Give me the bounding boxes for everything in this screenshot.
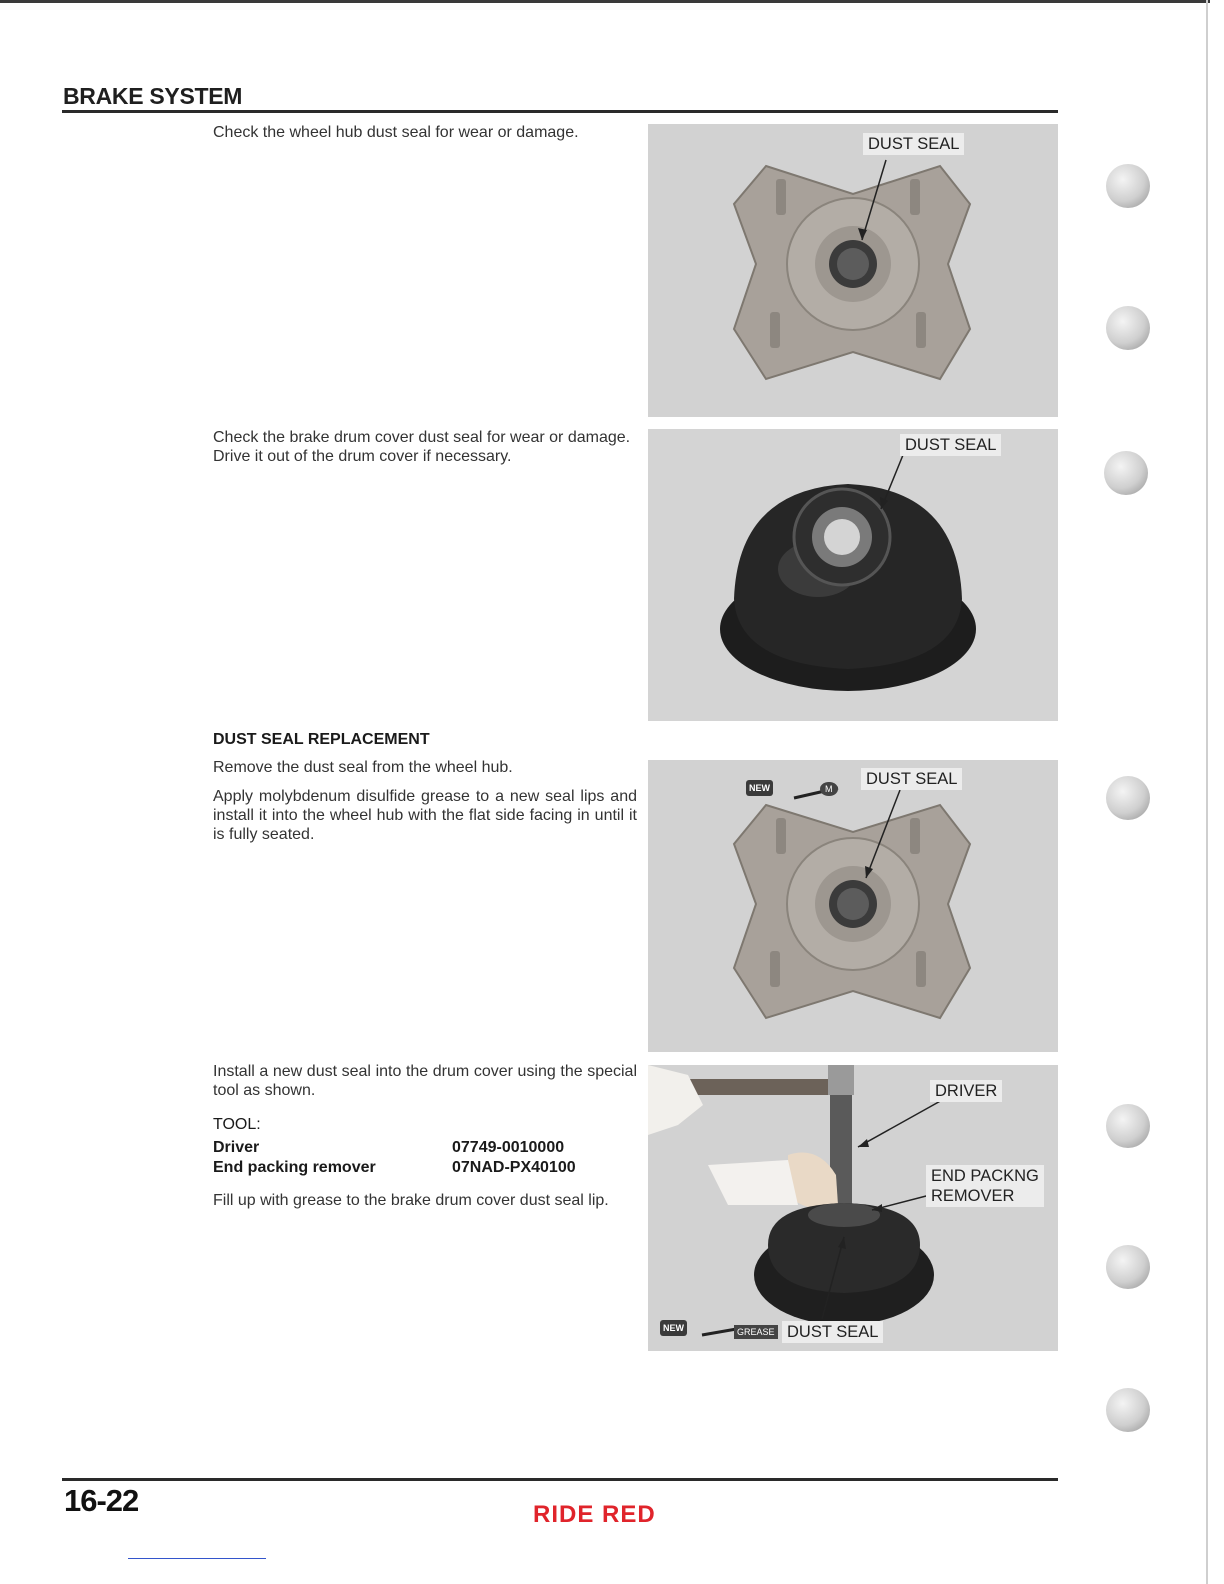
drum-check-line-1: Check the brake drum cover dust seal for wear or damage. — [213, 429, 631, 446]
tool-heading: TOOL: — [213, 1116, 261, 1133]
driver-install-illustration — [648, 1065, 1058, 1351]
page-number: 16-22 — [64, 1483, 139, 1518]
fig4-remover-label — [926, 1165, 1044, 1207]
fig3-dust-seal-label: DUST SEAL — [861, 768, 962, 790]
fig4-remover-line-1: END PACKNG — [931, 1167, 1039, 1185]
new-icon: NEW — [660, 1320, 687, 1336]
footer-rule — [62, 1478, 1058, 1481]
fig4-new-part-icon — [660, 1318, 687, 1336]
drum-check-line-2: Drive it out of the drum cover if necessary. — [213, 448, 512, 465]
grease-tag-icon: GREASE — [734, 1325, 778, 1339]
tab-marker-7 — [1106, 1388, 1150, 1432]
fig4-grease-icon — [734, 1322, 778, 1340]
hub-install-illustration — [648, 760, 1058, 1052]
tool-name-driver: Driver — [213, 1139, 260, 1156]
tool-part-driver: 07749-0010000 — [452, 1139, 565, 1156]
section-title: BRAKE SYSTEM — [63, 83, 243, 109]
wheel-hub-illustration — [648, 124, 1058, 417]
figure-driver-install — [648, 1065, 1058, 1351]
fig4-dust-seal-label: DUST SEAL — [782, 1321, 883, 1343]
tab-marker-3 — [1104, 451, 1148, 495]
fig4-driver-label: DRIVER — [930, 1080, 1002, 1102]
new-part-icon — [746, 778, 773, 796]
install-drum-seal-text: Install a new dust seal into the drum cover using the special tool as shown. — [213, 1063, 637, 1099]
tool-name-remover: End packing remover — [213, 1159, 376, 1176]
fig2-dust-seal-label: DUST SEAL — [900, 434, 1001, 456]
moly-grease-icon — [820, 779, 838, 797]
figure-drum-cover — [648, 429, 1058, 721]
drum-cover-illustration — [648, 429, 1058, 721]
top-border — [0, 0, 1210, 3]
grease-m-icon: M — [820, 782, 838, 796]
tab-marker-2 — [1106, 306, 1150, 350]
tab-marker-4 — [1106, 776, 1150, 820]
title-rule — [62, 110, 1058, 113]
remove-seal-text: Remove the dust seal from the wheel hub. — [213, 759, 513, 776]
fig1-dust-seal-label: DUST SEAL — [863, 133, 964, 155]
page-edge — [1206, 0, 1208, 1584]
hub-check-text: Check the wheel hub dust seal for wear or damage. — [213, 124, 579, 141]
fig4-remover-line-2: REMOVER — [931, 1187, 1015, 1205]
figure-wheel-hub — [648, 124, 1058, 417]
fill-grease-text: Fill up with grease to the brake drum cover dust seal lip. — [213, 1192, 609, 1209]
replacement-heading: DUST SEAL REPLACEMENT — [213, 731, 430, 748]
footer-link-underline[interactable] — [128, 1558, 266, 1559]
tab-marker-5 — [1106, 1104, 1150, 1148]
new-icon: NEW — [746, 780, 773, 796]
drum-check-text — [213, 428, 638, 466]
apply-grease-text: Apply molybdenum disulfide grease to a new seal lips and install it into the wheel hub with the flat side facing in until it is fully seated. — [213, 788, 637, 843]
brand-logo[interactable]: RIDE RED — [533, 1501, 656, 1528]
figure-hub-install — [648, 760, 1058, 1052]
tab-marker-1 — [1106, 164, 1150, 208]
tab-marker-6 — [1106, 1245, 1150, 1289]
tool-part-remover: 07NAD-PX40100 — [452, 1159, 576, 1176]
